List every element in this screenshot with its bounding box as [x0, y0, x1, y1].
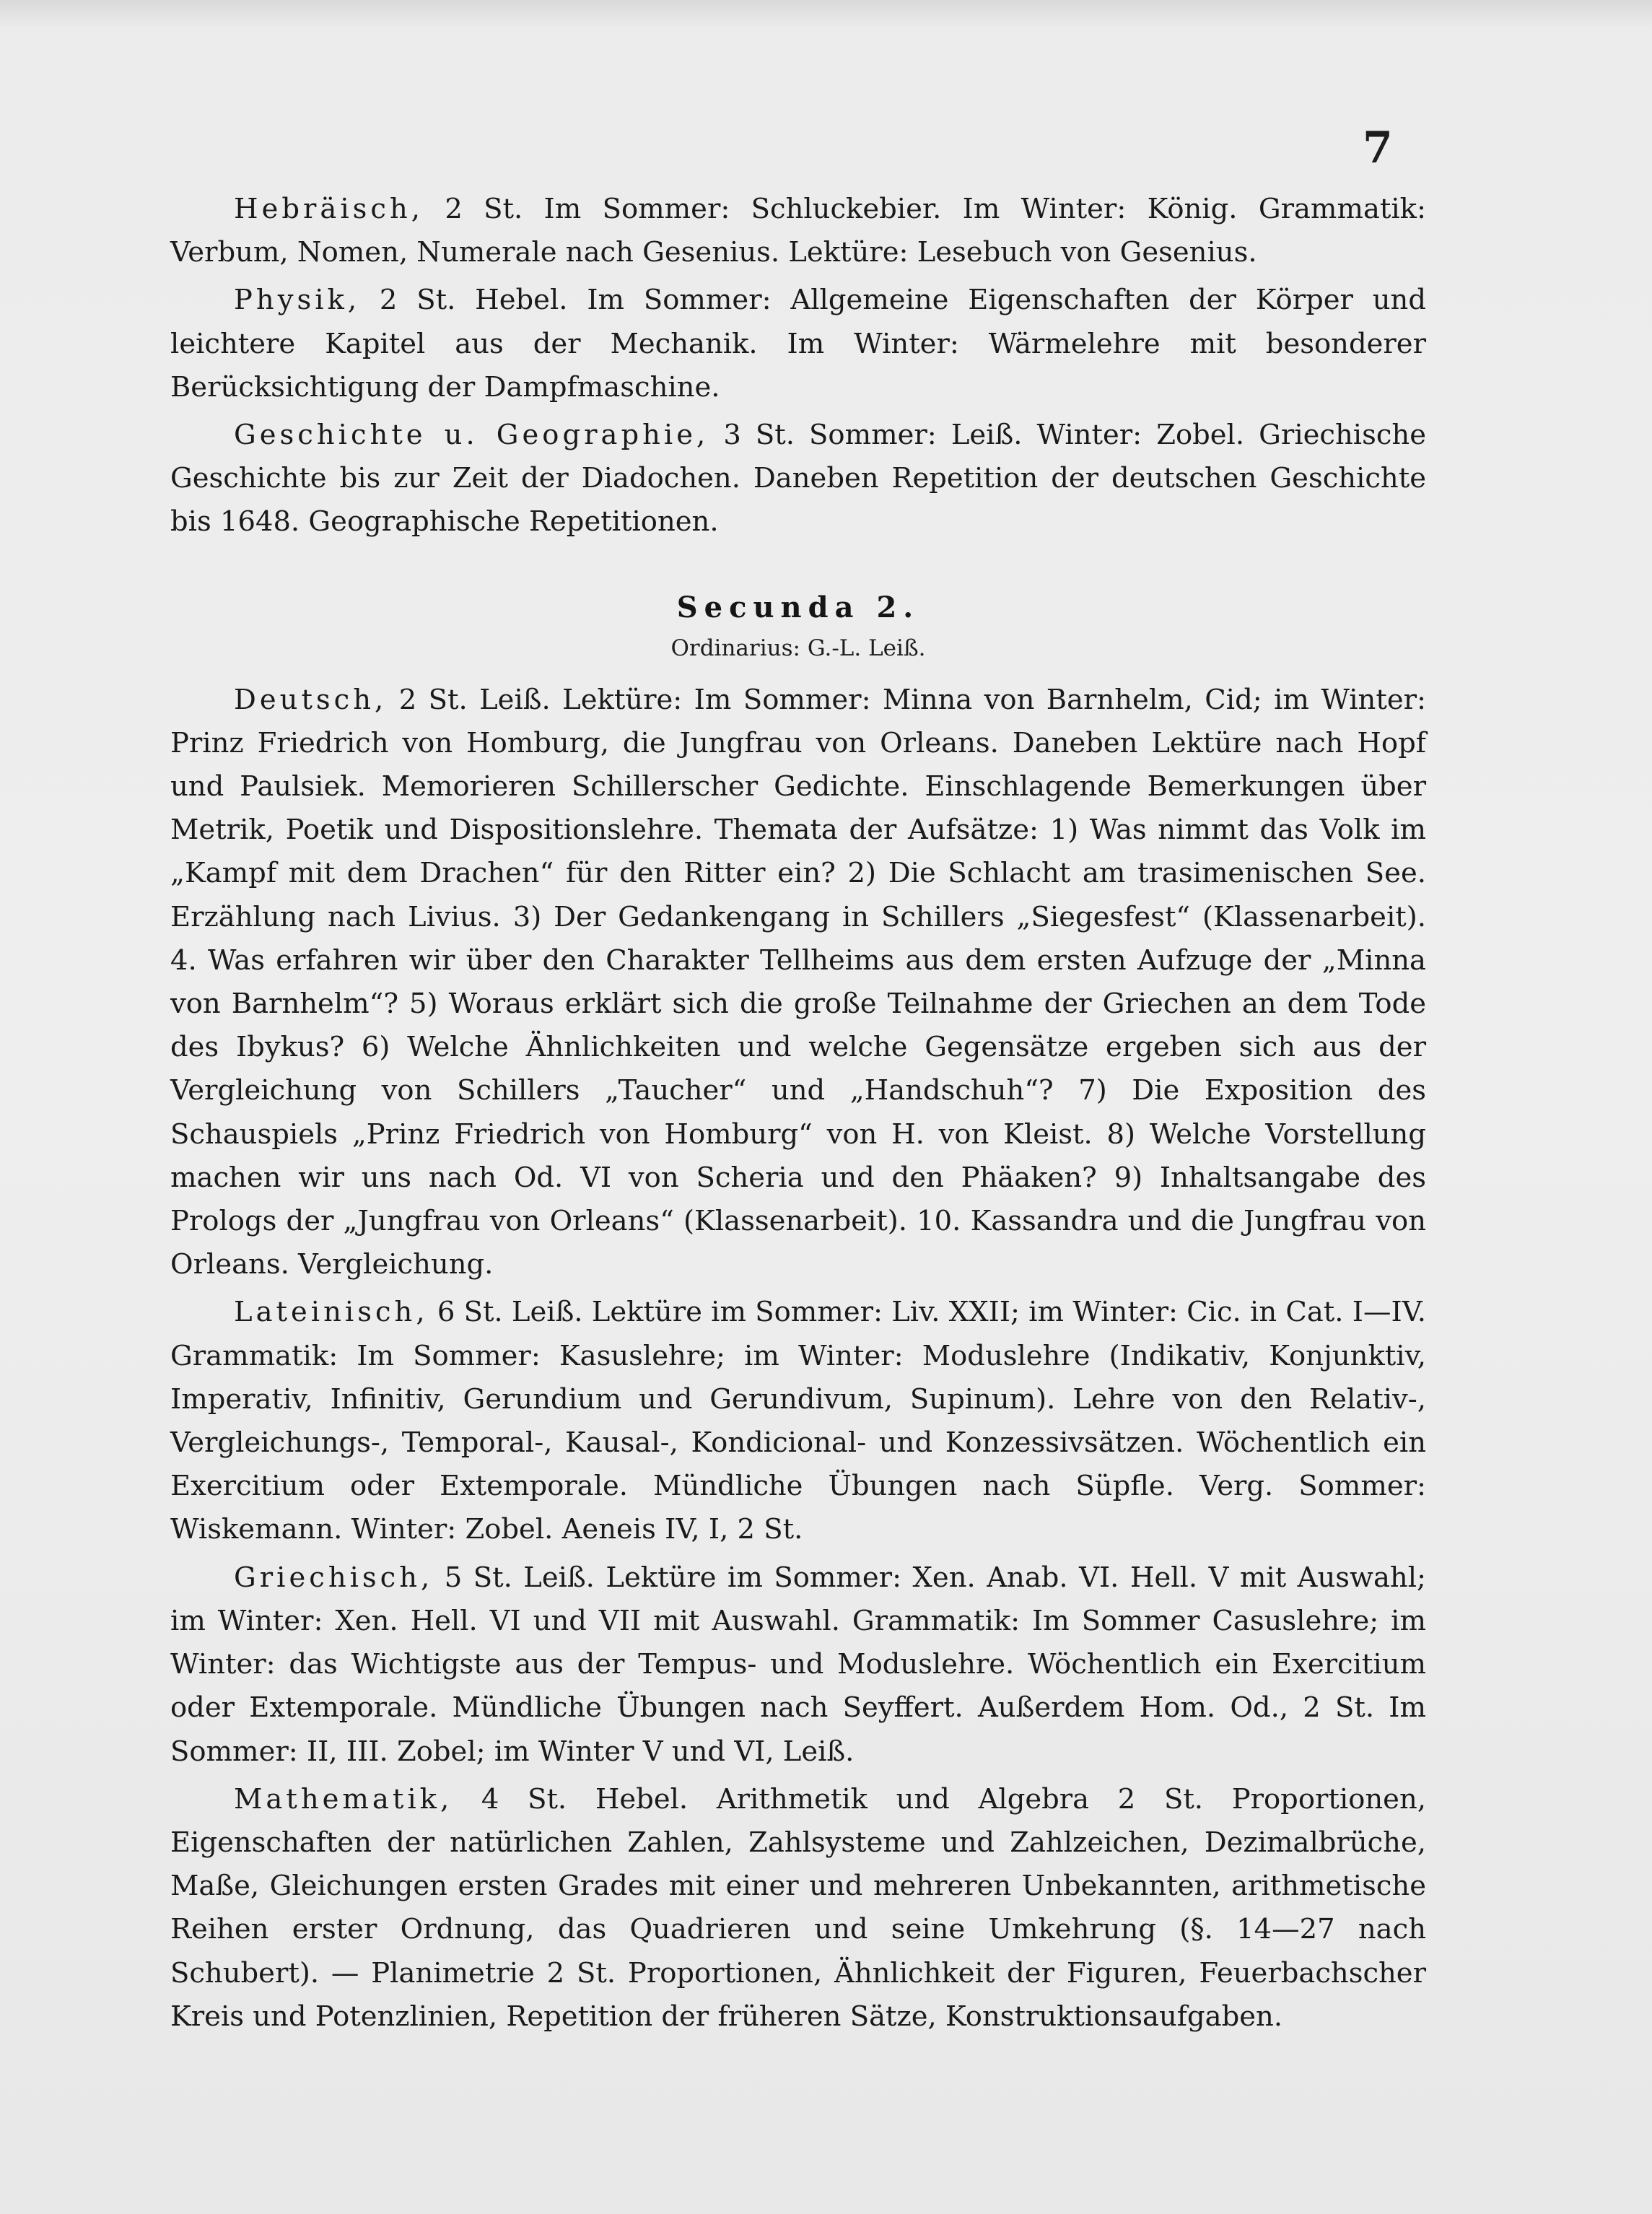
paragraph-latin [170, 1291, 1426, 1551]
paragraph-history [170, 414, 1426, 544]
section-ordinarius: Ordinarius: G.-L. Leiß. [670, 635, 926, 661]
subject-label: Deutsch, [234, 683, 388, 716]
subject-label: Griechisch, [234, 1561, 434, 1594]
subject-label: Lateinisch, [234, 1296, 429, 1329]
paragraph-hebrew [170, 188, 1426, 274]
paragraph-mathematics [170, 1778, 1426, 2039]
paragraph-text: 6 St. Leiß. Lektüre im Sommer: Liv. XXII; im Winter: Cic. in Cat. I—IV. Grammatik: Im Sommer: Kasuslehre; im Winter: Moduslehre (Indikativ, Konjunktiv, Imperativ, Infinitiv, Gerundium und Gerundivum, Supinum). Lehre von den Relativ-, Vergleichungs-, Temporal-, Kausal-, Kondicional- und Konzessivsätzen. Wöchentlich ein Exercitium oder Extemporale. Mündliche Übungen nach Süpfle. Verg. Sommer: Wiskemann. Winter: Zobel. Aeneis IV, I, 2 St. [170, 1296, 1426, 1546]
paragraph-greek [170, 1556, 1426, 1774]
paragraph-text: 5 St. Leiß. Lektüre im Sommer: Xen. Anab. VI. Hell. V mit Auswahl; im Winter: Xen. Hell. VI und VII mit Auswahl. Grammatik: Im Sommer Casuslehre; im Winter: das Wichtigste aus der Tempus- und Moduslehre. Wöchentlich ein Exercitium oder Extemporale. Mündliche Übungen nach Seyffert. Außerdem Hom. Od., 2 St. Im Sommer: II, III. Zobel; im Winter V und VI, Leiß. [170, 1561, 1426, 1768]
subject-label: Physik, [234, 284, 361, 317]
subject-label: Geschichte u. Geographie, [234, 419, 709, 452]
paragraph-text: 2 St. Im Sommer: Schluckebier. Im Winter: König. Grammatik: Verbum, Nomen, Numerale nach Gesenius. Lektüre: Lesebuch von Gesenius. [170, 193, 1426, 269]
subject-label: Mathematik, [234, 1782, 453, 1816]
paragraph-text: 2 St. Hebel. Im Sommer: Allgemeine Eigenschaften der Körper und leichtere Kapitel aus der Mechanik. Im Winter: Wärmelehre mit besonderer Berücksichtigung der Dampfmaschine. [170, 284, 1426, 404]
paragraph-text: 4 St. Hebel. Arithmetik und Algebra 2 St. Proportionen, Eigenschaften der natürlichen Zahlen, Zahlsysteme und Zahlzeichen, Dezimalbrüche, Maße, Gleichungen ersten Grades mit einer und mehreren Unbekannten, arithmetische Reihen erster Ordnung, das Quadrieren und seine Umkehrung (§. 14—27 nach Schubert). — Planimetrie 2 St. Proportionen, Ähnlichkeit der Figuren, Feuerbachscher Kreis und Potenzlinien, Repetition der früheren Sätze, Konstruktionsaufgaben. [170, 1782, 1426, 2033]
paragraph-physics [170, 279, 1426, 409]
paragraph-text: 2 St. Leiß. Lektüre: Im Sommer: Minna von Barnhelm, Cid; im Winter: Prinz Friedrich von Homburg, die Jungfrau von Orleans. Daneben Lektüre nach Hopf und Paulsiek. Memorieren Schillerscher Gedichte. Einschlagende Bemerkungen über Metrik, Poetik und Dispositionslehre. Themata der Aufsätze: 1) Was nimmt das Volk im „Kampf mit dem Drachen“ für den Ritter ein? 2) Die Schlacht am trasimenischen See. Erzählung nach Livius. 3) Der Gedankengang in Schillers „Siegesfest“ (Klassenarbeit). 4. Was erfahren wir über den Charakter Tellheims aus dem ersten Aufzuge der „Minna von Barnhelm“? 5) Woraus erklärt sich die große Teilnahme der Griechen an dem Tode des Ibykus? 6) Welche Ähnlichkeiten und welche Gegensätze ergeben sich aus der Vergleichung von Schillers „Taucher“ und „Handschuh“? 7) Die Exposition des Schauspiels „Prinz Friedrich von Homburg“ von H. von Kleist. 8) Welche Vorstellung machen wir uns nach Od. VI von Scheria und den Phäaken? 9) Inhaltsangabe des Prologs der „Jungfrau von Orleans“ (Klassenarbeit). 10. Kassandra und die Jungfrau von Orleans. Vergleichung. [170, 683, 1426, 1281]
paragraph-german [170, 679, 1426, 1287]
paragraph-text: 3 St. Sommer: Leiß. Winter: Zobel. Griechische Geschichte bis zur Zeit der Diadochen. Daneben Repetition der deutschen Geschichte bis 1648. Geographische Repetitionen. [170, 419, 1426, 539]
page-number: 7 [1363, 123, 1393, 173]
section-heading: Secunda 2. [676, 590, 920, 624]
page-body [170, 188, 1426, 2043]
subject-label: Hebräisch, [234, 193, 424, 225]
